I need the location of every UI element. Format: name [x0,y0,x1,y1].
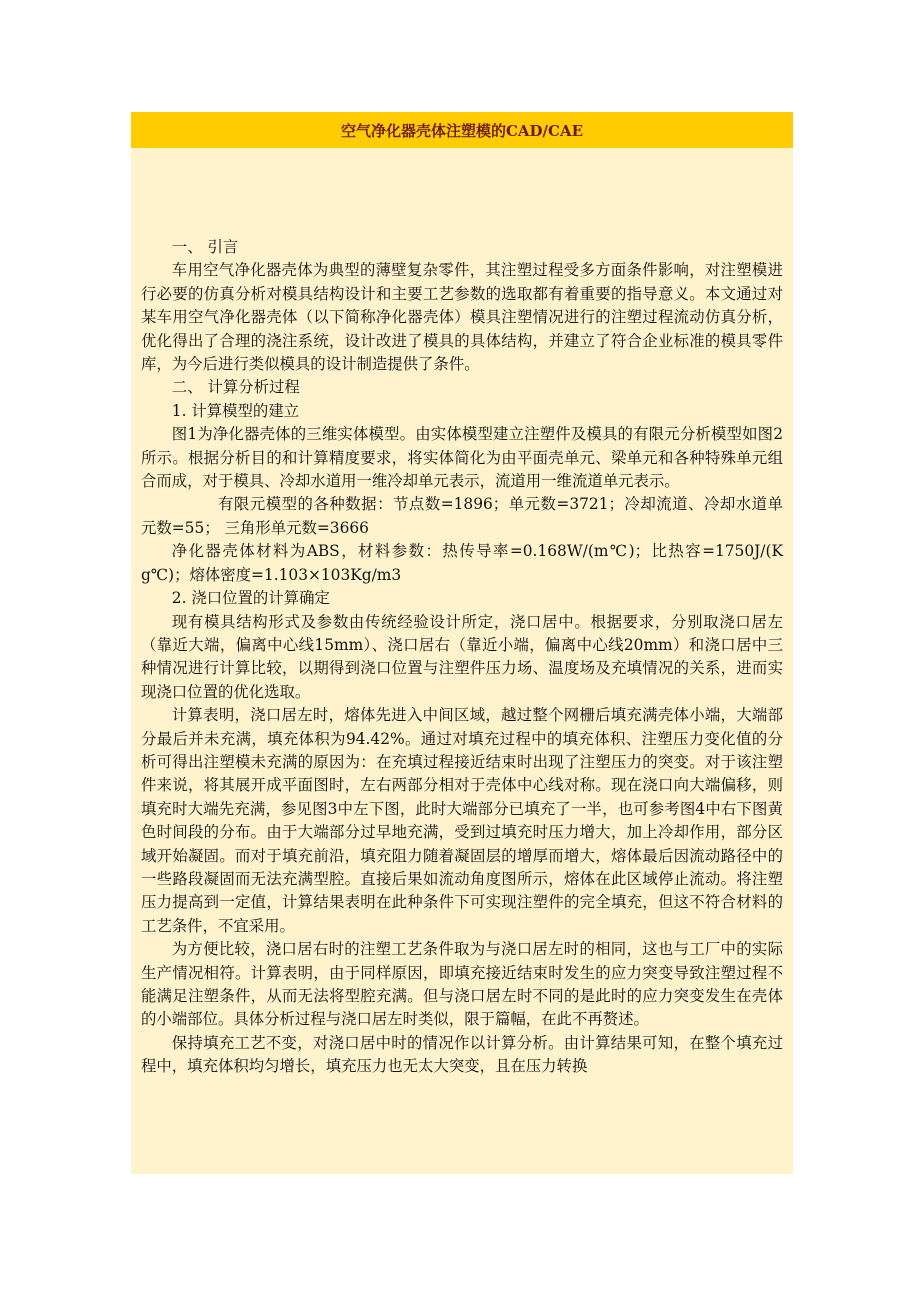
document-body [131,148,793,1079]
subsection-heading-model: 1. 计算模型的建立 [171,401,300,420]
paragraph: 净化器壳体材料为ABS，材料参数：热传导率=0.168W/(m℃)；比热容=1750J/(Kg℃)；熔体密度=1.103×103Kg/m3 [141,542,783,584]
subsection-heading-gate: 2. 浇口位置的计算确定 [171,589,330,608]
paragraph: 计算表明，浇口居左时，熔体先进入中间区域，越过整个网栅后填充满壳体小端，大端部分最后并未充满，填充体积为94.42%。通过对填充过程中的填充体积、注塑压力变化值的分析可得出注塑模未充满的原因为：在充填过程接近结束时出现了注塑压力的突变。对于该注塑件来说，将其展开成平面图时，左右两部分相对于壳体中心线对称。现在浇口向大端偏移，则填充时大端先充满，参见图3中左下图，此时大端部分已填充了一半，也可参考图4中右下图黄色时间段的分布。由于大端部分过早地充满，受到过填充时压力增大，加上冷却作用，部分区域开始凝固。而对于填充前沿，填充阻力随着凝固层的增厚而增大，熔体最后因流动路径中的一些路段凝固而无法充满型腔。直接后果如流动角度图所示，熔体在此区域停止流动。将注塑压力提高到一定值，计算结果表明在此种条件下可实现注塑件的完全填充，但这不符合材料的工艺条件，不宜采用。 [141,706,783,935]
document-page [131,112,793,1174]
paragraph: 为方便比较，浇口居右时的注塑工艺条件取为与浇口居左时的相同，这也与工厂中的实际生产情况相符。计算表明，由于同样原因，即填充接近结束时发生的应力突变导致注塑过程不能满足注塑条件，从而无法将型腔充满。但与浇口居左时不同的是此时的应力突变发生在壳体的小端部位。具体分析过程与浇口居左时类似，限于篇幅，在此不再赘述。 [141,940,783,1029]
paragraph: 图1为净化器壳体的三维实体模型。由实体模型建立注塑件及模具的有限元分析模型如图2所示。根据分析目的和计算精度要求，将实体简化为由平面壳单元、梁单元和各种特殊单元组合而成，对于模具、冷却水道用一维冷却单元表示，流道用一维流道单元表示。 [141,425,783,491]
section-heading-analysis: 二、 计算分析过程 [171,378,300,397]
paragraph: 车用空气净化器壳体为典型的薄壁复杂零件，其注塑过程受多方面条件影响，对注塑模进行必要的仿真分析对模具结构设计和主要工艺参数的选取都有着重要的指导意义。本文通过对某车用空气净化器壳体（以下简称净化器壳体）模具注塑情况进行的注塑过程流动仿真分析，优化得出了合理的浇注系统，设计改进了模具的具体结构，并建立了符合企业标准的模具零件库，为今后进行类似模具的设计制造提供了条件。 [141,261,783,374]
document-title: 空气净化器壳体注塑模的CAD/CAE [340,121,584,140]
paragraph: 保持填充工艺不变，对浇口居中时的情况作以计算分析。由计算结果可知，在整个填充过程中，填充体积均匀增长，填充压力也无太大突变，且在压力转换 [141,1033,783,1076]
section-heading-introduction: 一、 引言 [171,238,239,256]
paragraph: 现有模具结构形式及参数由传统经验设计所定，浇口居中。根据要求，分别取浇口居左（靠近大端，偏离中心线15mm）、浇口居右（靠近小端，偏离中心线20mm）和浇口居中三种情况进行计算比较，以期得到浇口位置与注塑件压力场、温度场及充填情况的关系，进而实现浇口位置的优化选取。 [141,612,783,701]
document-title-bar [131,112,793,148]
paragraph: 有限元模型的各种数据：节点数=1896；单元数=3721；冷却流道、冷却水道单元数=55； 三角形单元数=3666 [141,495,783,537]
